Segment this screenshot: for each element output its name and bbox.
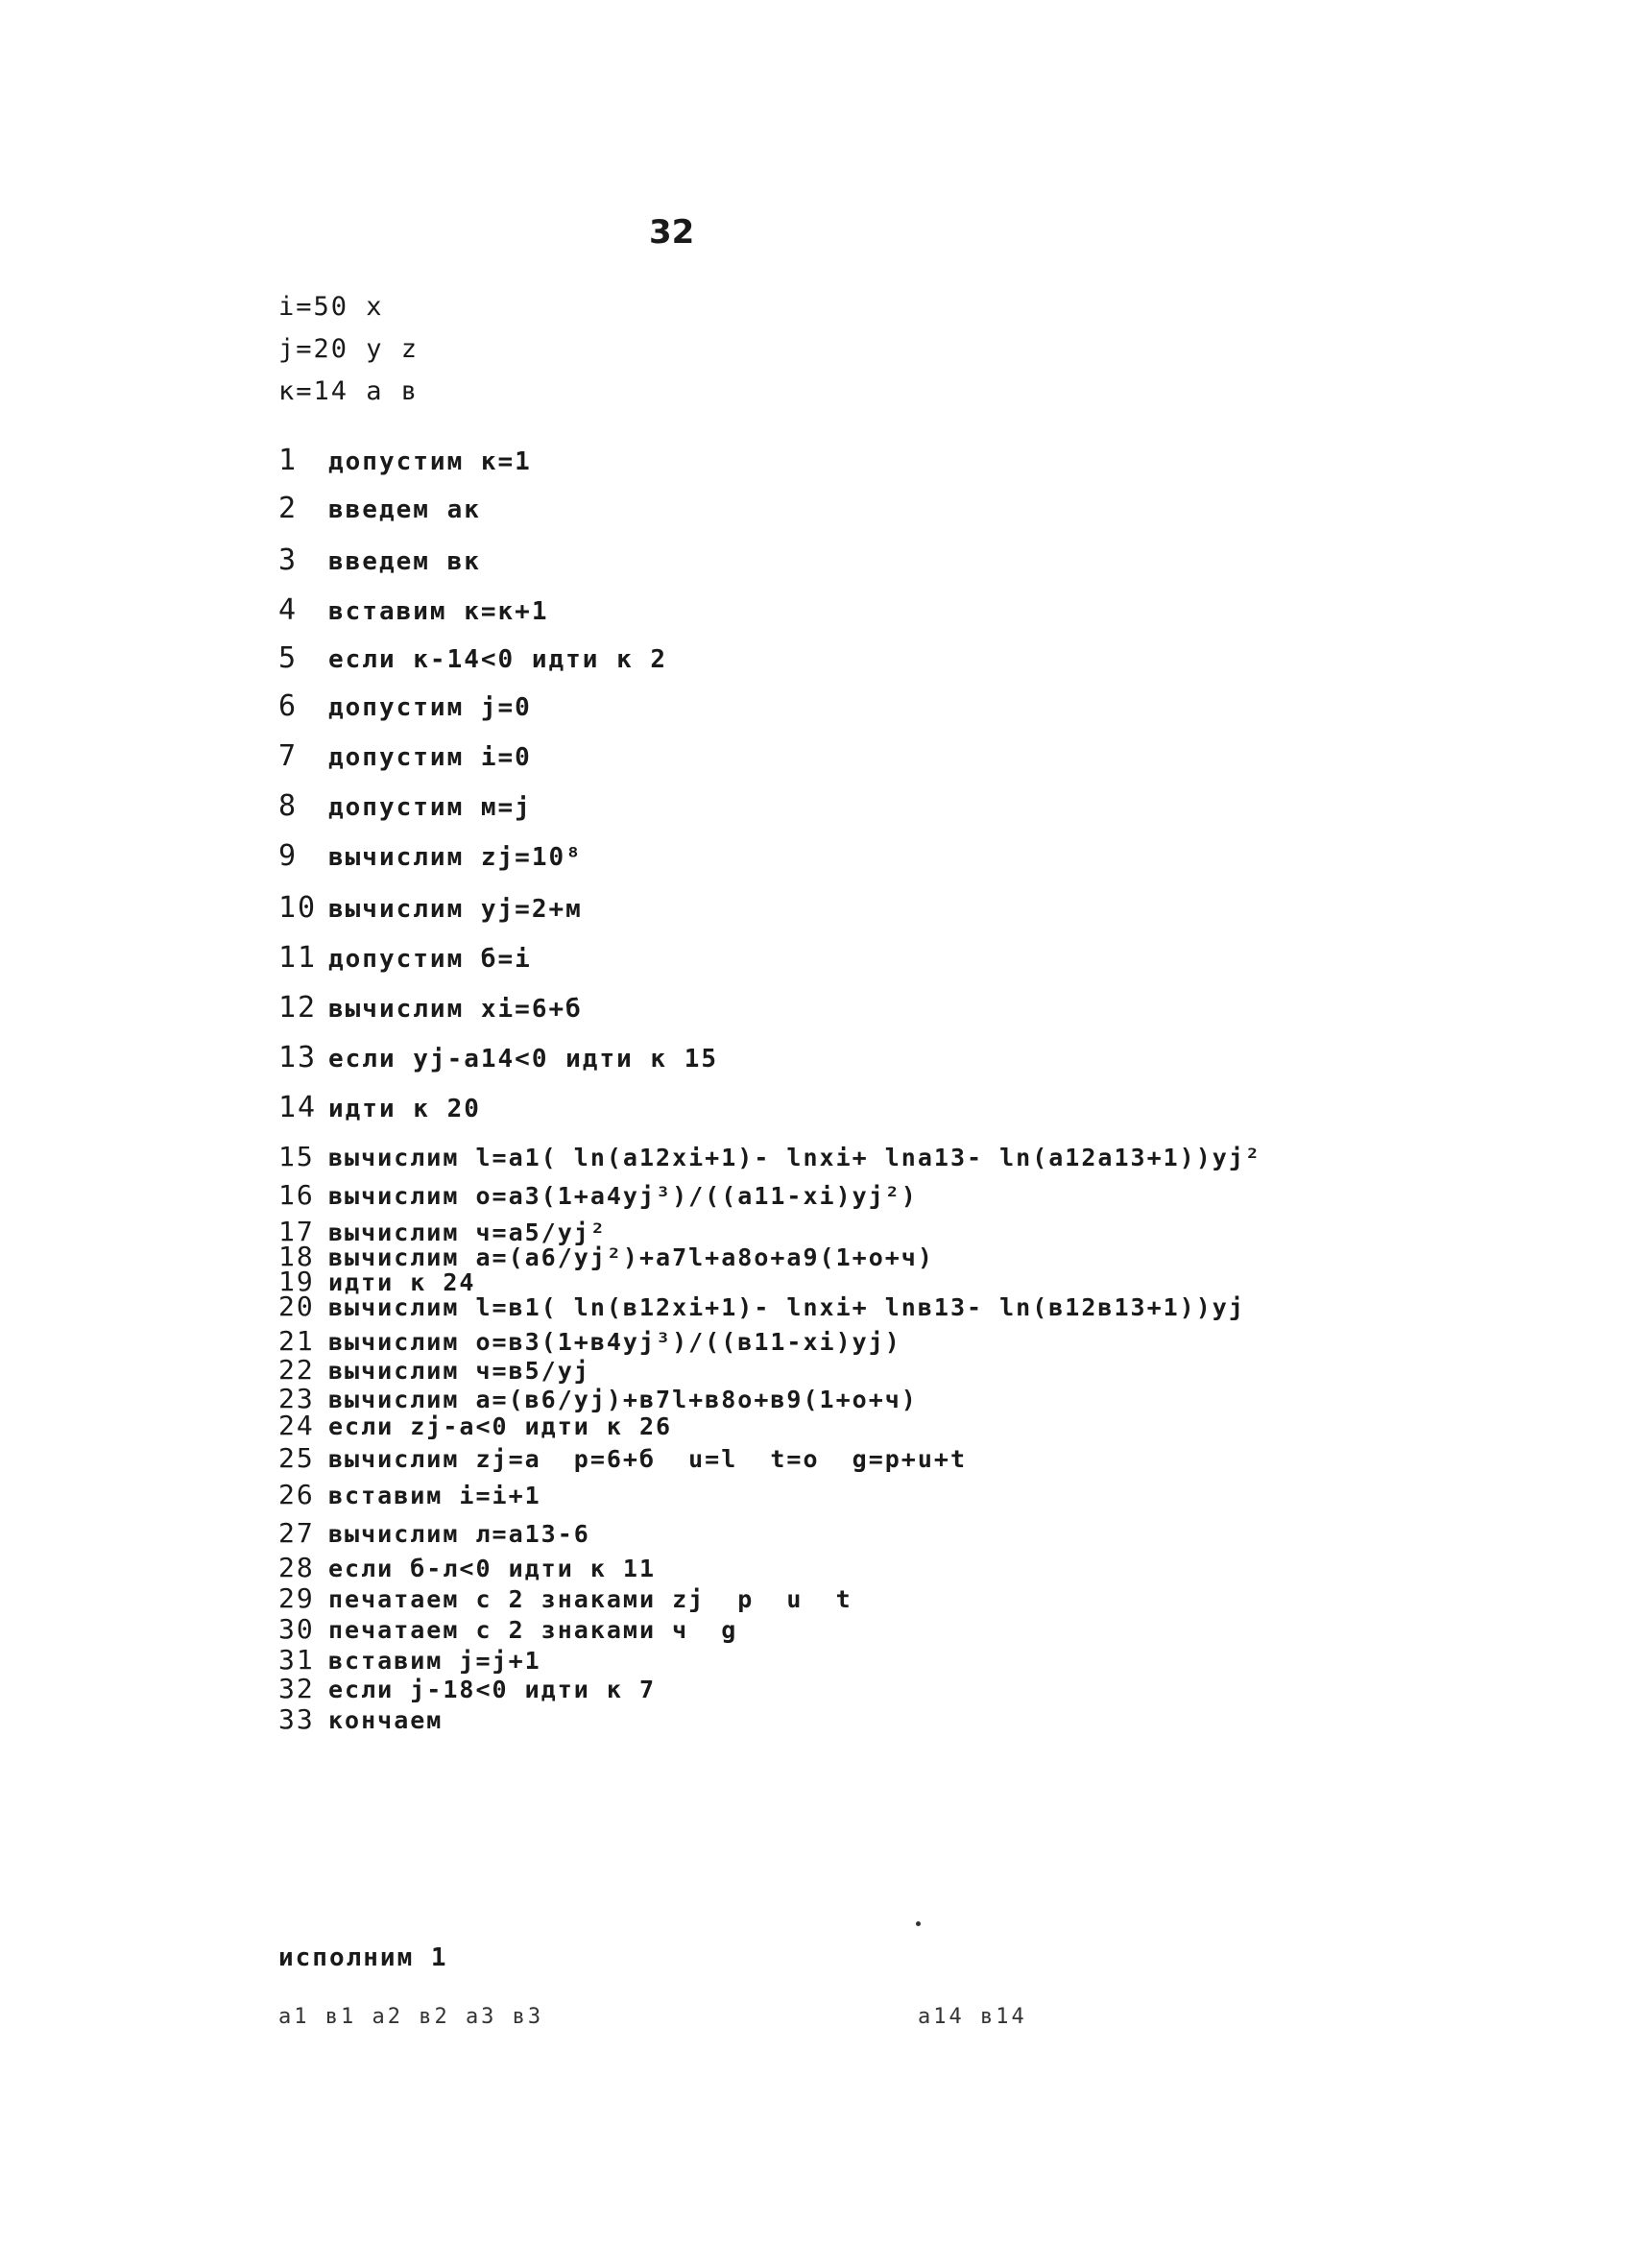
line-number: 10 [278,891,318,925]
line-statement: идти к 20 [328,1095,481,1123]
line-number: 2 [278,492,299,525]
line-statement: вычислим zj=а p=6+б u=l t=o g=p+u+t [328,1445,967,1473]
line-number: 30 [278,1613,315,1645]
line-statement: вычислим а=(а6/yj²)+а7l+а8o+а9(1+o+ч) [328,1243,934,1271]
line-statement: печатаем с 2 знаками zj p u t [328,1585,853,1613]
line-number: 9 [278,839,299,873]
program-line-22 [278,1354,590,1386]
program-line-9 [278,839,583,873]
line-statement: допустим б=i [328,945,532,974]
line-number: 24 [278,1410,315,1441]
line-number: 25 [278,1442,315,1474]
line-statement: если j-18<0 идти к 7 [328,1676,657,1703]
line-statement: вставим j=j+1 [328,1647,541,1675]
program-line-24 [278,1410,672,1441]
line-number: 33 [278,1703,315,1735]
line-number: 31 [278,1644,315,1676]
line-number: 26 [278,1479,315,1510]
program-line-21 [278,1325,901,1357]
line-number: 27 [278,1517,315,1549]
line-number: 32 [278,1673,315,1704]
line-statement: если zj-а<0 идти к 26 [328,1412,673,1440]
line-number: 16 [278,1179,315,1211]
program-line-14 [278,1091,481,1124]
line-statement: вставим к=к+1 [328,597,549,626]
line-statement: вычислим xi=6+б [328,995,583,1024]
line-number: 7 [278,739,299,773]
program-line-20 [278,1291,1245,1322]
line-number: 21 [278,1325,315,1357]
line-number: 18 [278,1241,315,1272]
run-command: исполним 1 [278,1943,448,1972]
line-number: 6 [278,689,299,723]
program-line-6 [278,689,532,723]
line-number: 29 [278,1582,315,1614]
line-statement: вычислим l=а1( ln(а12xi+1)- lnxi+ lnа13- ln(а12а13+1))yj² [328,1144,1261,1171]
line-number: 28 [278,1552,315,1583]
line-number: 19 [278,1266,315,1297]
line-number: 17 [278,1216,315,1247]
program-line-33 [278,1703,443,1735]
line-statement: вычислим l=в1( ln(в12xi+1)- lnxi+ lnв13- ln(в12в13+1))yj [328,1293,1245,1321]
program-line-2 [278,492,481,525]
program-line-15 [278,1141,1261,1172]
program-line-32 [278,1673,656,1704]
line-statement: вставим i=i+1 [328,1482,541,1509]
line-number: 4 [278,593,299,627]
program-line-10 [278,891,583,925]
line-number: 5 [278,641,299,675]
line-number: 12 [278,991,318,1025]
line-statement: печатаем с 2 знаками ч g [328,1616,738,1644]
line-statement: допустим i=0 [328,743,532,772]
program-line-29 [278,1582,853,1614]
program-line-7 [278,739,532,773]
program-line-5 [278,641,667,675]
declaration-k: к=14 а в [278,376,420,406]
line-statement: вычислим а=(в6/yj)+в7l+в8o+в9(1+o+ч) [328,1386,918,1413]
line-statement: допустим м=j [328,793,532,822]
line-statement: вычислим o=в3(1+в4yj³)/((в11-xi)yj) [328,1328,901,1356]
program-line-11 [278,941,532,975]
line-number: 15 [278,1141,315,1172]
declarations [278,286,419,413]
line-statement: вычислим zj=10⁸ [328,843,583,872]
line-number: 11 [278,941,318,975]
program-line-8 [278,789,532,823]
line-statement: кончаем [328,1706,444,1734]
program-line-30 [278,1613,737,1645]
line-statement: вычислим yj=2+м [328,895,583,924]
line-statement: вычислим o=а3(1+а4yj³)/((а11-xi)yj²) [328,1182,918,1210]
line-statement: если yj-а14<0 идти к 15 [328,1045,719,1074]
program-line-28 [278,1552,656,1583]
line-statement: вычислим л=а13-6 [328,1520,590,1548]
line-number: 3 [278,543,299,577]
line-number: 20 [278,1291,315,1322]
program-line-3 [278,543,481,577]
program-line-13 [278,1041,718,1074]
program-line-31 [278,1644,541,1676]
line-statement: если б-л<0 идти к 11 [328,1555,657,1582]
program-line-12 [278,991,583,1025]
line-statement: если к-14<0 идти к 2 [328,645,668,674]
declaration-j: j=20 y z [278,334,420,364]
program-line-4 [278,593,549,627]
line-statement: допустим к=1 [328,447,532,476]
line-statement: вычислим ч=а5/yj² [328,1218,607,1246]
input-sequence-end: а14 в14 [918,2005,1027,2029]
program-line-25 [278,1442,967,1474]
line-number: 8 [278,789,299,823]
line-statement: введем вк [328,547,481,576]
program-line-26 [278,1479,541,1510]
declaration-i: i=50 x [278,292,384,322]
ink-speck [916,1921,921,1926]
line-number: 13 [278,1041,318,1074]
program-line-1 [278,444,532,477]
line-statement: идти к 24 [328,1268,476,1296]
line-number: 1 [278,444,299,477]
line-number: 23 [278,1383,315,1414]
line-statement: допустим j=0 [328,693,532,722]
line-statement: введем ак [328,495,481,524]
line-statement: вычислим ч=в5/yj [328,1357,590,1385]
page-number: 32 [649,213,695,252]
program-line-16 [278,1179,918,1211]
program-line-27 [278,1517,590,1549]
input-sequence-start: а1 в1 а2 в2 а3 в3 [278,2005,544,2029]
line-number: 22 [278,1354,315,1386]
line-number: 14 [278,1091,318,1124]
